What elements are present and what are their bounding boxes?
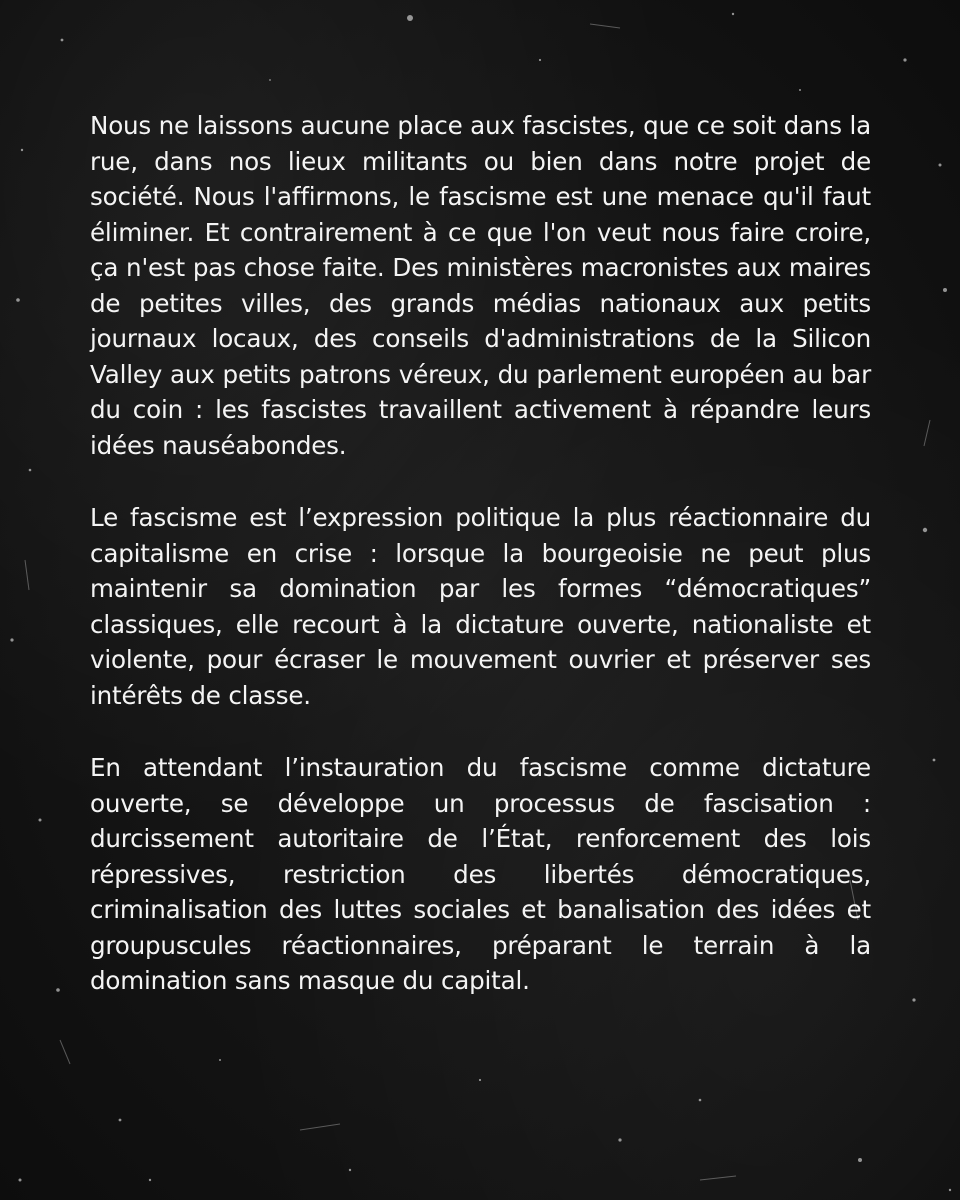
paragraph-2: Le fascisme est l’expression politique la plus réactionnaire du capitalisme en crise : lorsque la bourgeoisie ne peut plus maintenir sa domination par les formes “démocratiques” classiques, elle recourt à la dictature ouverte, nationaliste et violente, pour écraser le mouvement ouvrier et préserver ses intérêts de classe. <box>90 503 871 710</box>
manifesto-text <box>90 108 871 999</box>
paragraph-1: Nous ne laissons aucune place aux fascistes, que ce soit dans la rue, dans nos lieux militants ou bien dans notre projet de société. Nous l'affirmons, le fascisme est une menace qu'il faut éliminer. Et contrairement à ce que l'on veut nous faire croire, ça n'est pas chose faite. Des ministères macronistes aux maires de petites villes, des grands médias nationaux aux petits journaux locaux, des conseils d'administrations de la Silicon Valley aux petits patrons véreux, du parlement européen au bar du coin : les fascistes travaillent activement à répandre leurs idées nauséabondes. <box>90 111 871 460</box>
paragraph-3: En attendant l’instauration du fascisme comme dictature ouverte, se développe un processus de fascisation : durcissement autoritaire de l’État, renforcement des lois répressives, restriction des libertés démocratiques, criminalisation des luttes sociales et banalisation des idées et groupuscules réactionnaires, préparant le terrain à la domination sans masque du capital. <box>90 753 871 995</box>
